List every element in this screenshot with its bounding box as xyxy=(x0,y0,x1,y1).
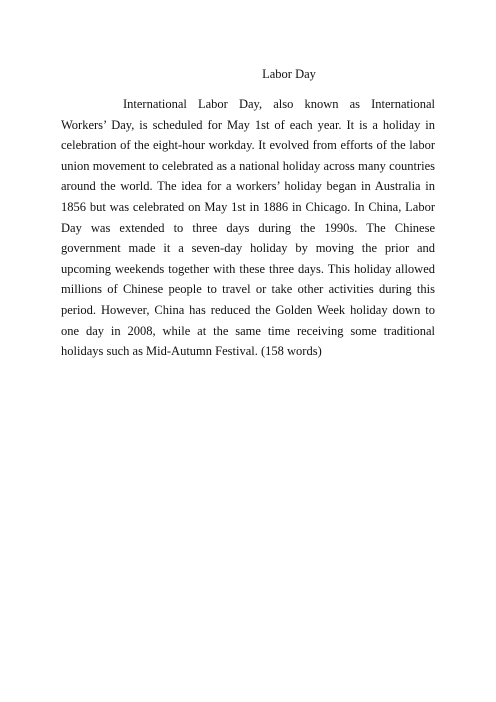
document-body-paragraph: International Labor Day, also known as International Workers’ Day, is scheduled for May 1st of each year. It is a holiday in celebration of the eight-hour workday. It evolved from efforts of the labor union movement to celebrated as a national holiday across many countries around the world. The idea for a workers’ holiday began in Australia in 1856 but was celebrated on May 1st in 1886 in Chicago. In China, Labor Day was extended to three days during the 1990s. The Chinese government made it a seven-day holiday by moving the prior and upcoming weekends together with these three days. This holiday allowed millions of Chinese people to travel or take other activities during this period. However, China has reduced the Golden Week holiday down to one day in 2008, while at the same time receiving some traditional holidays such as Mid-Autumn Festival. (158 words) xyxy=(61,97,435,359)
document-title: Labor Day xyxy=(262,67,316,81)
